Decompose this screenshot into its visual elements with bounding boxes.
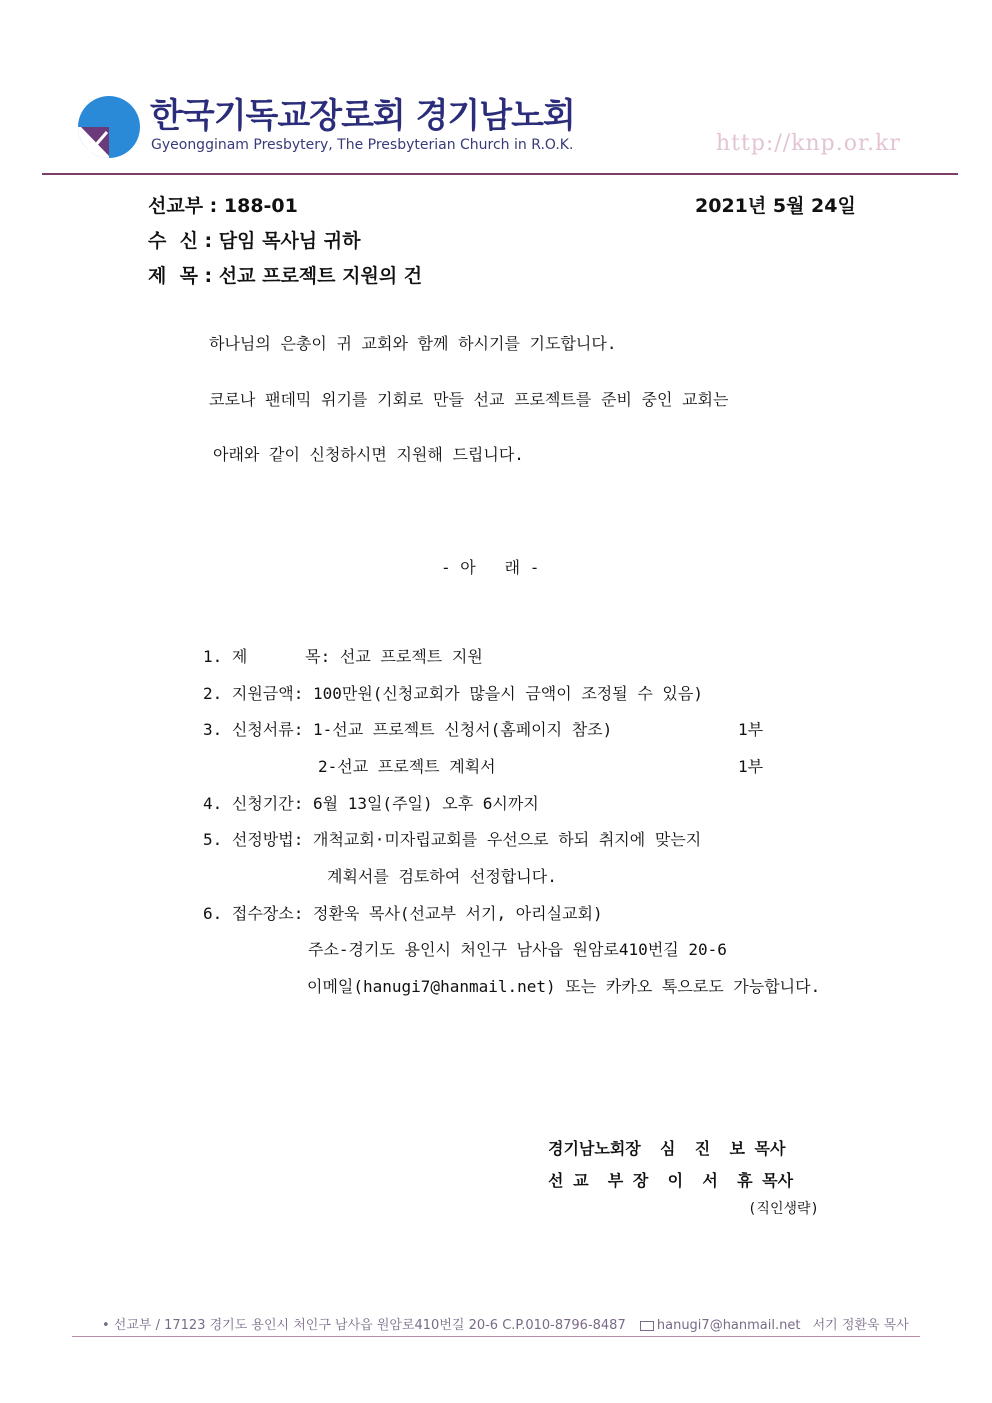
item-documents-2: 2-선교 프로젝트 계획서 [318,757,496,776]
presbytery-logo-icon [78,96,140,158]
item-selection: 5. 선정방법: 개척교회·미자립교회를 우선으로 하되 취지에 맞는지 [203,830,702,849]
greeting-line: 하나님의 은총이 귀 교회와 함께 하시기를 기도합니다. [209,334,617,353]
section-title: - 아 래 - [441,558,540,577]
footer-address: • 선교부 / 17123 경기도 용인시 처인구 남사읍 원암로410번길 20-6 C.P.010-8796-8487 [102,1318,626,1333]
subject: 제 목 : 선교 프로젝트 지원의 건 [148,265,423,287]
mail-icon [640,1321,654,1331]
document-number: 선교부 : 188-01 [148,195,298,217]
item-selection-cont: 계획서를 검토하여 선정합니다. [327,867,557,886]
item-documents-qty-1: 1부 [738,720,764,739]
recipient: 수 신 : 담임 목사님 귀하 [148,230,361,252]
body-line-3: 아래와 같이 신청하시면 지원해 드립니다. [213,445,524,464]
item-reception: 6. 접수장소: 정환욱 목사(선교부 서기, 아리실교회) [203,904,603,923]
item-documents-qty-2: 1부 [738,757,764,776]
signature-mission-chair: 선 교 부 장 이 서 휴 목사 [548,1171,794,1190]
seal-omitted-note: (직인생략) [748,1201,819,1217]
body-line-2: 코로나 팬데믹 위기를 기회로 만들 선교 프로젝트를 준비 중인 교회는 [209,390,729,409]
footer-secretary: 서기 정환욱 목사 [812,1318,909,1333]
footer-contact [102,1314,909,1333]
item-address: 주소-경기도 용인시 처인구 남사읍 원암로410번길 20-6 [308,940,727,959]
footer-divider [72,1336,920,1337]
item-email: 이메일(hanugi7@hanmail.net) 또는 카카오 톡으로도 가능합니다. [307,977,821,996]
item-amount: 2. 지원금액: 100만원(신청교회가 많을시 금액이 조정될 수 있음) [203,684,703,703]
org-name-english: Gyeongginam Presbytery, The Presbyterian Church in R.O.K. [151,137,574,153]
header-divider [42,173,958,175]
item-subject: 1. 제 목: 선교 프로젝트 지원 [203,647,483,666]
item-period: 4. 신청기간: 6월 13일(주일) 오후 6시까지 [203,794,539,813]
document-date: 2021년 5월 24일 [695,195,856,217]
footer-email[interactable]: hanugi7@hanmail.net [656,1318,801,1333]
org-name-korean: 한국기독교장로회 경기남노회 [150,96,575,136]
website-url[interactable]: http://knp.or.kr [716,131,901,156]
signature-moderator: 경기남노회장 심 진 보 목사 [548,1139,786,1158]
item-documents: 3. 신청서류: 1-선교 프로젝트 신청서(홈페이지 참조) [203,720,613,739]
